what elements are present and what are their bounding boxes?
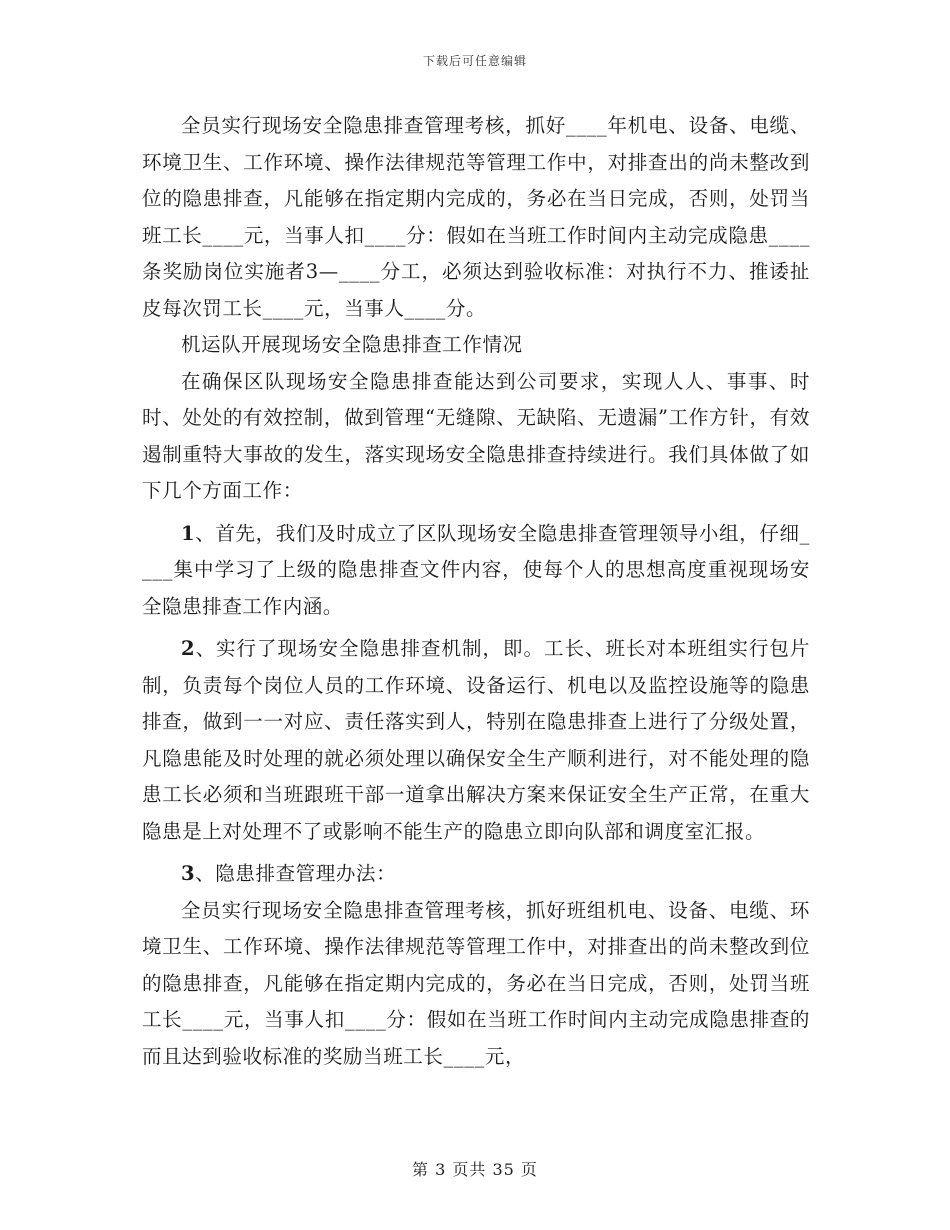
paragraph-intro: 在确保区队现场安全隐患排查能达到公司要求，实现人人、事事、时时、处处的有效控制，做到管理“无缝隙、无缺陷、无遗漏”工作方针，有效遏制重特大事故的发生，落实现场安全隐患排查持续进行。我们具体做了如下几个方面工作： [142,369,810,502]
item-number: 1 [181,521,196,545]
item-number: 3 [181,862,196,885]
item-text: 、隐患排查管理办法： [195,862,397,885]
numbered-item-2 [142,631,810,850]
numbered-item-3 [142,856,810,893]
item-text: 、首先，我们及时成立了区队现场安全隐患排查管理领导小组，仔细____集中学习了上级的隐患排查文件内容，使每个人的思想高度重视现场安全隐患排查工作内涵。 [142,521,810,618]
paragraph-management-method: 全员实行现场安全隐患排查管理考核，抓好班组机电、设备、电缆、环境卫生、工作环境、操作法律规范等管理工作中，对排查出的尚未整改到位的隐患排查，凡能够在指定期内完成的，务必在当日完成，否则，处罚当班工长____元，当事人扣____分：假如在当班工作时间内主动完成隐患排查的而且达到验收标准的奖励当班工长____元， [142,898,810,1068]
paragraph-assessment-rules: 全员实行现场安全隐患排查管理考核，抓好____年机电、设备、电缆、环境卫生、工作环境、操作法律规范等管理工作中，对排查出的尚未整改到位的隐患排查，凡能够在指定期内完成的，务必在当日完成，否则，处罚当班工长____元，当事人扣____分：假如在当班工作时间内主动完成隐患____条奖励岗位实施者3—____分工，必须达到验收标准：对执行不力、推诿扯皮每次罚工长____元，当事人____分。 [142,114,810,320]
item-number: 2 [181,637,196,660]
item-text: 、实行了现场安全隐患排查机制，即。工长、班长对本班组实行包片制，负责每个岗位人员的工作环境、设备运行、机电以及监控设施等的隐患排查，做到一一对应、责任落实到人，特别在隐患排查上进行了分级处置，凡隐患能及时处理的就必须处理以确保安全生产顺利进行，对不能处理的隐患工长必须和当班跟班干部一道拿出解决方案来保证安全生产正常，在重大隐患是上对处理不了或影响不能生产的隐患立即向队部和调度室汇报。 [142,637,810,843]
section-heading: 机运队开展现场安全隐患排查工作情况 [181,333,523,356]
page-header: 下载后可任意编辑 [422,54,527,68]
page-footer: 第 3 页共 35 页 [412,1160,538,1179]
numbered-item-1 [142,516,810,626]
document-body [142,108,810,1075]
